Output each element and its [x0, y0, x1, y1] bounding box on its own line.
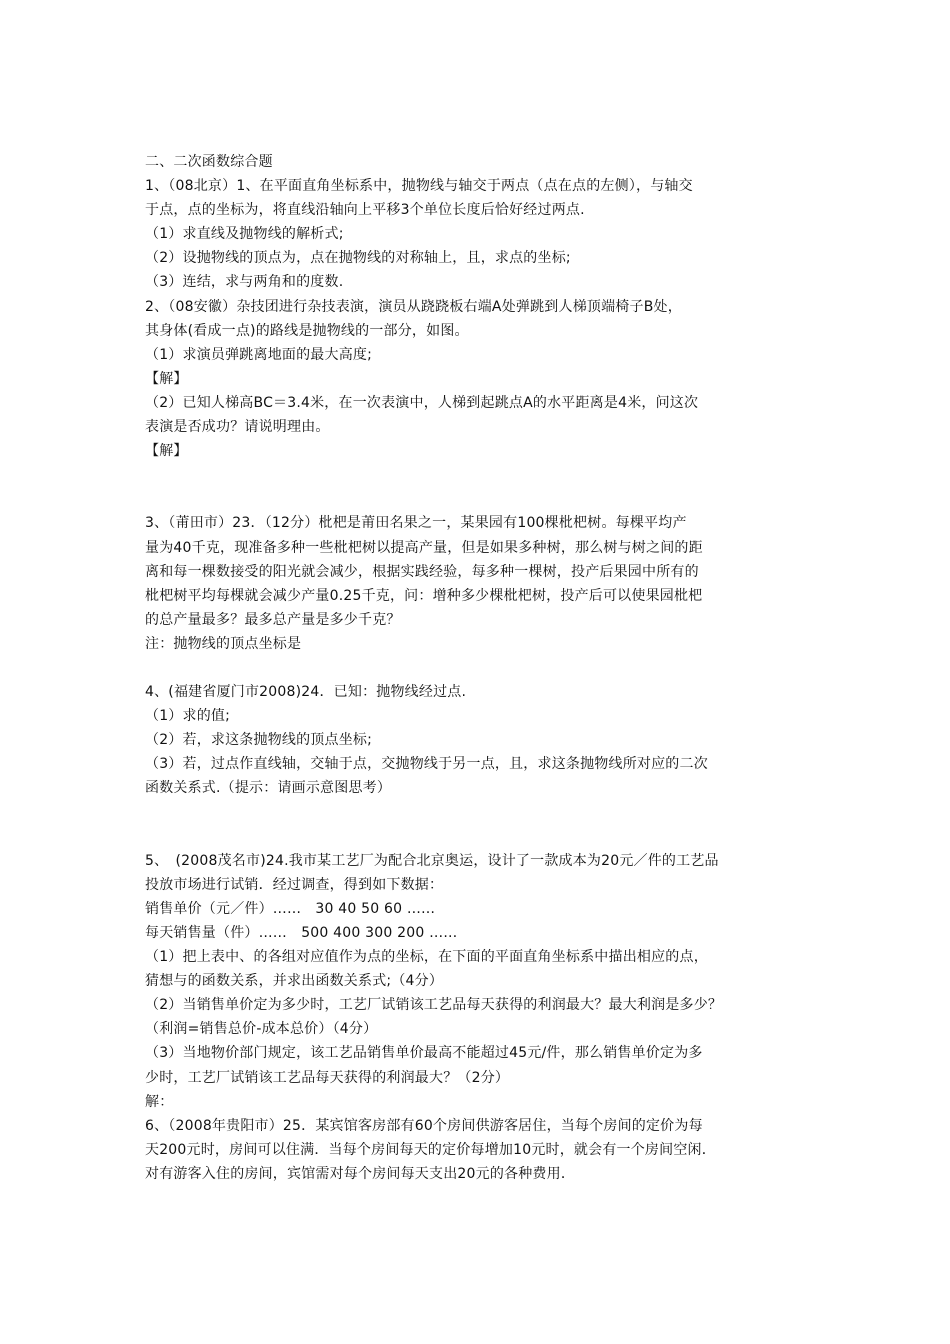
problem-3-line-1: 3、（莆田市）23．（12分）枇杷是莆田名果之一，某果园有100棵枇杷树。每棵平均产 — [145, 515, 687, 532]
blank-line — [145, 487, 825, 511]
problem-4-part-1: （1）求的值; — [145, 708, 231, 725]
document-body — [145, 150, 825, 1186]
problem-6-line-1: 6、（2008年贵阳市）25．某宾馆客房部有60个房间供游客居住，当每个房间的定价为每 — [145, 1117, 703, 1134]
section-title: 二、二次函数综合题 — [145, 154, 273, 170]
problem-1-line-2: 于点，点的坐标为，将直线沿轴向上平移3个单位长度后恰好经过两点. — [145, 202, 585, 219]
blank-line — [145, 463, 825, 487]
problem-5-part-2-line-2: （利润=销售总价-成本总价）（4分） — [145, 1021, 378, 1038]
problem-2-solution-2: 【解】 — [145, 443, 188, 460]
problem-4-part-2: （2）若，求这条抛物线的顶点坐标; — [145, 732, 373, 749]
problem-3-line-5: 的总产量最多？最多总产量是多少千克？ — [145, 611, 401, 628]
problem-5-part-2-line-1: （2）当销售单价定为多少时，工艺厂试销该工艺品每天获得的利润最大？最大利润是多少？ — [145, 997, 723, 1014]
problem-5-solution: 解： — [145, 1093, 174, 1110]
problem-2-line-1: 2、（08安徽）杂技团进行杂技表演，演员从跷跷板右端A处弹跳到人梯顶端椅子B处， — [145, 298, 682, 315]
blank-line — [145, 801, 825, 825]
problem-5-part-3-line-2: 少时，工艺厂试销该工艺品每天获得的利润最大？（2分） — [145, 1069, 510, 1086]
problem-3-line-4: 枇杷树平均每棵就会减少产量0.25千克，问：增种多少棵枇杷树，投产后可以使果园枇杷 — [145, 587, 703, 604]
problem-5-volume-row: 每天销售量（件）…… 500 400 300 200 …… — [145, 925, 458, 941]
problem-5-part-1-line-1: （1）把上表中、的各组对应值作为点的坐标，在下面的平面直角坐标系中描出相应的点， — [145, 949, 708, 966]
problem-5-part-1-line-2: 猜想与的函数关系，并求出函数关系式;（4分） — [145, 973, 444, 990]
problem-5-part-3-line-1: （3）当地物价部门规定，该工艺品销售单价最高不能超过45元/件，那么销售单价定为多 — [145, 1045, 703, 1062]
problem-6-line-2: 天200元时，房间可以住满．当每个房间每天的定价每增加10元时，就会有一个房间空闲． — [145, 1141, 716, 1158]
problem-1-line-1: 1、（08北京）1、在平面直角坐标系中，抛物线与轴交于两点（点在点的左侧），与轴交 — [145, 178, 693, 195]
problem-4-line-1: 4、(福建省厦门市2008)24．已知：抛物线经过点. — [145, 684, 467, 701]
problem-1-part-2: （2）设抛物线的顶点为，点在抛物线的对称轴上，且，求点的坐标; — [145, 250, 571, 267]
problem-2-solution-1: 【解】 — [145, 370, 188, 387]
problem-3-line-3: 离和每一棵数接受的阳光就会减少，根据实践经验，每多种一棵树，投产后果园中所有的 — [145, 563, 699, 580]
problem-2-part-2-line-2: 表演是否成功？请说明理由。 — [145, 419, 330, 436]
problem-5-line-1: 5、 (2008茂名市)24.我市某工艺厂为配合北京奥运，设计了一款成本为20元／件的工艺品 — [145, 852, 719, 869]
problem-3-note: 注：抛物线的顶点坐标是 — [145, 635, 302, 652]
problem-2-line-2: 其身体(看成一点)的路线是抛物线的一部分，如图。 — [145, 322, 469, 339]
blank-line — [145, 825, 825, 849]
problem-6-line-3: 对有游客入住的房间，宾馆需对每个房间每天支出20元的各种费用． — [145, 1165, 576, 1182]
problem-4-part-3-line-2: 函数关系式.（提示：请画示意图思考） — [145, 780, 392, 797]
problem-2-part-2-line-1: （2）已知人梯高BC＝3.4米，在一次表演中，人梯到起跳点A的水平距离是4米，问这次 — [145, 394, 699, 411]
blank-line — [145, 656, 825, 680]
problem-5-line-2: 投放市场进行试销．经过调查，得到如下数据： — [145, 876, 444, 893]
problem-5-price-row: 销售单价（元／件）…… 30 40 50 60 …… — [145, 900, 436, 917]
problem-1-part-1: （1）求直线及抛物线的解析式; — [145, 226, 344, 243]
problem-3-line-2: 量为40千克，现准备多种一些枇杷树以提高产量，但是如果多种树，那么树与树之间的距 — [145, 539, 703, 556]
problem-4-part-3-line-1: （3）若，过点作直线轴，交轴于点，交抛物线于另一点，且，求这条抛物线所对应的二次 — [145, 756, 708, 773]
problem-1-part-3: （3）连结，求与两角和的度数. — [145, 274, 344, 291]
problem-2-part-1: （1）求演员弹跳离地面的最大高度; — [145, 346, 373, 363]
